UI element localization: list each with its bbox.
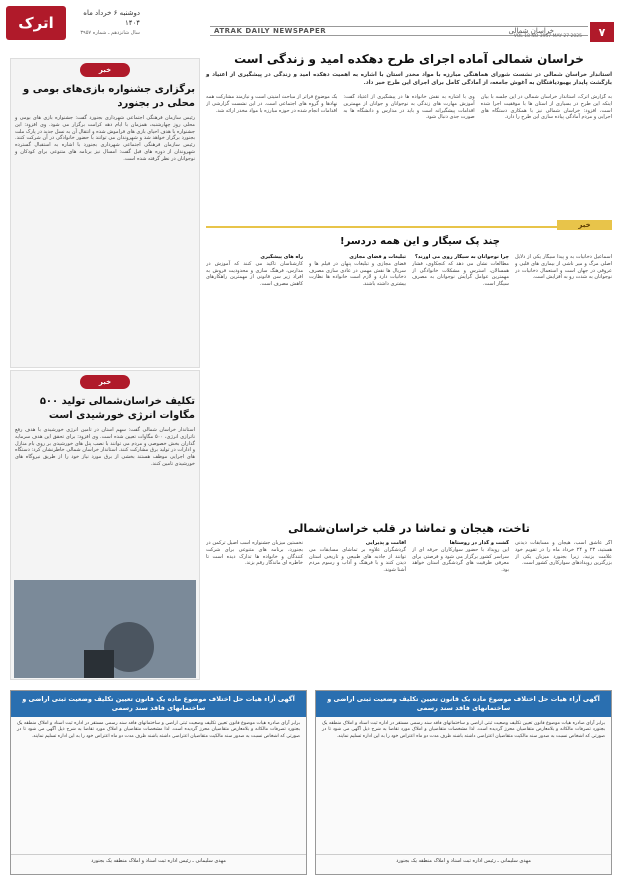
festival-body: رئیس سازمان فرهنگی اجتماعی شهرداری بجنورد گفت: جشنواره بازی های بومی و محلی روز چهارشنبه، همزمان با ایام دهه کرامت برگزار می شود. وی افزود: این جشنواره با هدف احیای بازی های فراموش شده و انتقال آن به نسل جدید در پارک ملت بجنورد برگزار خواهد شد و شهروندان می توانند با حضور خانوادگی در آن شرکت کنند. رئیس سازمان فرهنگی اجتماعی شهرداری بجنورد با اشاره به استقبال گسترده شهروندان از دوره های قبل گفت: امسال نیز برنامه های متنوعی برای کودکان و نوجوانان در نظر گرفته شده است. xyxy=(15,115,195,162)
tahat-col-1-text: اگر عاشق اسب، هیجان و مسابقات دیدنی هستید، ۲۳ و ۲۴ خرداد ماه را در تقویم خود علامت بزنید، زیرا بجنورد میزبان یکی از بزرگترین رویدادهای سوارکاری کشور است. xyxy=(515,540,612,567)
section-name: خراسان شمالی xyxy=(508,27,554,35)
tahat-col-4-text: نخستین میزبان جشنواره اسب اصیل ترکمن در بجنورد، برنامه های متنوعی برای شرکت کنندگان و خانواده ها تدارک دیده است تا خاطره ای ماندگار رقم بزند. xyxy=(206,540,303,567)
legal-ad-footer: مهدی سلیمانی ـ رئیس اداره ثبت اسناد و املاک منطقه یک بجنورد xyxy=(316,854,611,874)
legal-ad-title: آگهی آراء هیات حل اختلاف موضوع ماده یک قانون تعیین تکلیف وضعیت ثبتی اراضی و ساختمانهای فاقد سند رسمی xyxy=(316,691,611,717)
tahat-col-2 xyxy=(412,540,509,680)
cig-col-3 xyxy=(309,254,406,516)
festival-news-box xyxy=(10,58,200,368)
page-number: ۷ xyxy=(590,22,614,42)
cig-subhead-3: راه های پیشگیری xyxy=(260,254,303,260)
section-rule xyxy=(206,226,557,228)
tahat-col-2-text: این رویداد با حضور سوارکاران حرفه ای از سراسر کشور برگزار می شود و فرصتی برای معرفی ظرفیت های گردشگری استان خواهد بود. xyxy=(412,546,509,574)
cig-col-1-text: اسماعیل دخانیات به و پیدا سیگار یکی از دلایل اصلی مرگ و میر ناشی از بیماری های قلبی و عروقی در جهان است و استعمال دخانیات در نوجوانان به شدت رو به افزایش است. xyxy=(515,254,612,281)
legal-ad-footer: مهدی سلیمانی ـ رئیس اداره ثبت اسناد و املاک منطقه یک بجنورد xyxy=(11,854,306,874)
tahat-col-3 xyxy=(309,540,406,680)
legal-ad-title: آگهی آراء هیات حل اختلاف موضوع ماده یک قانون تعیین تکلیف وضعیت ثبتی اراضی و ساختمانهای فاقد سند رسمی xyxy=(11,691,306,717)
cig-col-1 xyxy=(515,254,612,516)
solar-body: استاندار خراسان شمالی گفت: سهم استان در تامین انرژی خورشیدی با هدف رفع ناترازی انرژی، ۵۰۰ مگاوات تعیین شده است. وی افزود: برای تحقق این هدف سرمایه گذاران بخش خصوصی و مردم می توانند با نصب پنل های خورشیدی بر روی بام منازل و ادارات در تولید برق مشارکت کنند. استاندار خراسان شمالی خاطرنشان کرد: دستگاه های اجرایی موظف هستند بخشی از برق مورد نیاز خود را از طریق نیروگاه های خورشیدی تامین کنند. xyxy=(15,427,195,467)
main-col-1: به گزارش اترک، استاندار خراسان شمالی در این جلسه با بیان اینکه این طرح در بسیاری از استان ها با موفقیت اجرا شده است، افزود: خراسان شمالی نیز با همکاری دستگاه های اجرایی و مردم آمادگی پیاده سازی این طرح را دارد. xyxy=(480,94,612,121)
solar-badge: خبر xyxy=(80,375,130,389)
news-tab-label: خبر xyxy=(557,220,612,230)
main-col-2: وی با اشاره به نقش خانواده ها در پیشگیری از اعتیاد گفت: آموزش مهارت های زندگی به نوجوانان و جوانان از مهمترین اقدامات پیشگیرانه است و باید در مدارس و دانشگاه ها به صورت جدی دنبال شود. xyxy=(343,94,475,121)
official-photo xyxy=(14,580,196,678)
issue-date: دوشنبه ۶ خرداد ماه ۱۴۰۴ xyxy=(83,9,140,27)
main-headline: خراسان شمالی آماده اجرای طرح دهکده امید و زندگی است xyxy=(234,52,584,66)
cig-col-3-text: فضای مجازی و تبلیغات پنهان در فیلم ها و سریال ها نقش مهمی در عادی سازی مصرف دخانیات دارد و لازم است خانواده ها نظارت بیشتری داشته باشند. xyxy=(309,260,406,288)
main-col-3: یک موضوع فراتر از مباحث امنیتی است و نیازمند مشارکت همه نهادها و گروه های اجتماعی است. در این نشست گزارشی از اقدامات انجام شده در حوزه مبارزه با مواد مخدر ارائه شد. xyxy=(206,94,338,114)
cigarette-headline: چند پک سیگار و این همه دردسر! xyxy=(340,236,500,247)
cig-col-2-text: مطالعات نشان می دهد که کنجکاوی، فشار همسالان، استرس و مشکلات خانوادگی از مهمترین عوامل گرایش نوجوانان به مصرف سیگار است. xyxy=(412,260,509,288)
festival-title: برگزاری جشنواره بازی‌های بومی و محلی در بجنورد xyxy=(23,84,195,109)
tahat-col-4 xyxy=(206,540,303,680)
issue-line: سال شانزدهم ـ شماره ۳۹۵۷ xyxy=(80,30,140,36)
solar-title: تکلیف خراسان‌شمالی تولید ۵۰۰ مگاوات انرژی خورشیدی است xyxy=(39,396,195,421)
microphone-stand xyxy=(84,650,114,678)
legal-ad-body: برابر آرای صادره هیات موضوع قانون تعیین تکلیف وضعیت ثبتی اراضی و ساختمانهای فاقد سند رسمی مستقر در اداره ثبت اسناد و املاک منطقه یک بجنورد تصرفات مالکانه و بلامعارض متقاضیان محرز گردیده است. لذا مشخصات متقاضیان و املاک مورد تقاضا به شرح ذیل آگهی می شود تا در صورتی که اشخاص نسبت به صدور سند مالکیت متقاضیان اعتراضی داشته باشند ظرف مدت دو ماه اعتراض خود را به این اداره تسلیم نمایند. xyxy=(322,721,605,739)
cig-subhead-1: چرا نوجوانان به سیگار روی می آورند؟ xyxy=(415,254,509,260)
cig-subhead-2: تبلیغات و فضای مجازی xyxy=(349,254,406,260)
horse-race-columns xyxy=(206,540,612,680)
cigarette-story-columns xyxy=(206,254,612,516)
cig-col-2 xyxy=(412,254,509,516)
newspaper-logo: اترک xyxy=(6,6,66,40)
volume-info: VOL 18 NO 3957 MAY 27 2025 xyxy=(513,34,582,39)
tahat-col-1 xyxy=(515,540,612,680)
cig-col-4 xyxy=(206,254,303,516)
horse-race-headline: تاخت، هیجان و تماشا در قلب خراسان‌شمالی xyxy=(288,522,530,535)
masthead xyxy=(0,0,620,48)
tahat-col-3-text: گردشگران علاوه بر تماشای مسابقات می توانند از جاذبه های طبیعی و تاریخی استان دیدن کنند و با فرهنگ و آداب و رسوم مردم آشنا شوند. xyxy=(309,546,406,574)
paper-name: ATRAK DAILY NEWSPAPER xyxy=(214,27,327,35)
legal-ads-row xyxy=(10,690,612,875)
tahat-subhead-2: گشت و گذار در روستاها xyxy=(449,540,509,546)
main-story-columns xyxy=(206,94,612,218)
legal-ad xyxy=(10,690,307,875)
festival-badge: خبر xyxy=(80,63,130,77)
tahat-subhead-3: اقامت و پذیرایی xyxy=(365,540,406,546)
legal-ad xyxy=(315,690,612,875)
legal-ad-body: برابر آرای صادره هیات موضوع قانون تعیین تکلیف وضعیت ثبتی اراضی و ساختمانهای فاقد سند رسمی مستقر در اداره ثبت اسناد و املاک منطقه یک بجنورد تصرفات مالکانه و بلامعارض متقاضیان محرز گردیده است. لذا مشخصات متقاضیان و املاک مورد تقاضا به شرح ذیل آگهی می شود تا در صورتی که اشخاص نسبت به صدور سند مالکیت متقاضیان اعتراضی داشته باشند ظرف مدت دو ماه اعتراض خود را به این اداره تسلیم نمایند. xyxy=(17,721,300,739)
main-lead: استاندار خراسان شمالی در نشست شورای هماهنگی مبارزه با مواد مخدر استان با اشاره به اهمیت دهکده امید و زندگی در پیشگیری از اعتیاد و بازگشت پایدار بهبودیافتگان به آغوش جامعه، از آمادگی کامل برای اجرای این طرح خبر داد. xyxy=(206,72,612,86)
cig-col-4-text: کارشناسان تاکید می کنند که آموزش در مدارس، فرهنگ سازی و محدودیت فروش به افراد زیر سن قانونی از مهمترین راهکارهای کاهش مصرف است. xyxy=(206,260,303,288)
